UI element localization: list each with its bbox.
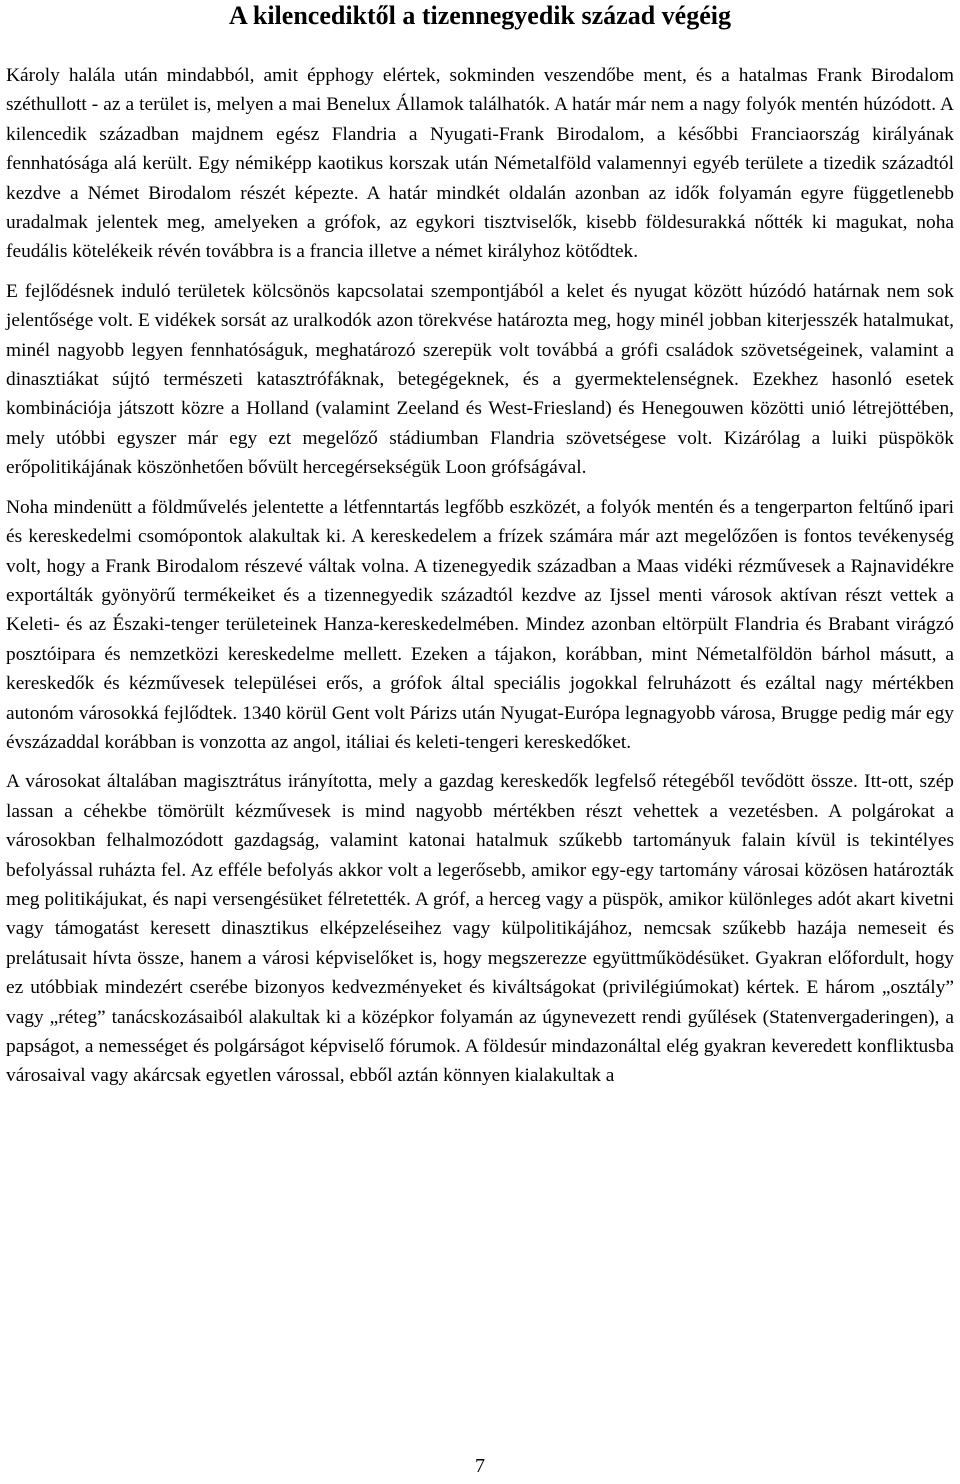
page-number: 7 — [475, 1455, 485, 1477]
paragraph-4: A városokat általában magisztrátus irányította, mely a gazdag kereskedők legfelső rétegéből tevődött össze. Itt-ott, szép lassan a céhekbe tömörült kézművesek is mind nagyobb mértékben részt vehettek a vezetésben. A polgárokat a városokban felhalmozódott gazdagság, valamint katonai hatalmuk szűkebb tartományuk falain kívül is tekintélyes befolyással ruházta fel. Az efféle befolyás akkor volt a legerősebb, amikor egy-egy tartomány városai közösen határozták meg politikájukat, és napi versengésüket félretették. A gróf, a herceg vagy a püspök, amikor különleges adót akart kivetni vagy támogatást keresett dinasztikus elképzeléseihez vagy külpolitikájához, nemcsak szűkebb hazája nemeseit és prelátusait hívta össze, hanem a városi képviselőket is, hogy megszerezze együttműködésüket. Gyakran előfordult, hogy ez utóbbiak mindezért cserébe bizonyos kedvezményeket és kiváltságokat (privilégiúmokat) kértek. E három „osztály” vagy „réteg” tanácskozásaiból alakultak ki a középkor folyamán az úgynevezett rendi gyűlések (Statenvergaderingen), a papságot, a nemességet és polgárságot képviselő fórumok. A földesúr mindazonáltal elég gyakran keveredett konfliktusba városaival vagy akárcsak egyetlen várossal, ebből aztán könnyen kialakultak a — [6, 771, 954, 1087]
paragraph-1: Károly halála után mindabból, amit épphogy elértek, sokminden veszendőbe ment, és a hatalmas Frank Birodalom széthullott - az a terület is, melyen a mai Benelux Államok találhatók. A határ már nem a nagy folyók mentén húzódott. A kilencedik században majdnem egész Flandria a Nyugati-Frank Birodalom, a későbbi Franciaország királyának fennhatósága alá került. Egy némiképp kaotikus korszak után Németalföld valamennyi egyéb területe a tizedik századtól kezdve a Német Birodalom részét képezte. A határ mindkét oldalán azonban az idők folyamán egyre függetlenebb uradalmak jelentek meg, amelyeken a grófok, az egykori tisztviselők, kisebb földesurakká nőtték ki magukat, noha feudális kötelékeik révén továbbra is a francia illetve a német királyhoz kötődtek. — [6, 65, 954, 263]
document-page — [6, 0, 954, 1091]
page-title: A kilencediktől a tizennegyedik század végéig — [229, 1, 731, 30]
paragraph-2: E fejlődésnek induló területek kölcsönös kapcsolatai szempontjából a kelet és nyugat között húzódó határnak nem sok jelentősége volt. E vidékek sorsát az uralkodók azon törekvése határozta meg, hogy minél jobban kiterjesszék hatalmukat, minél nagyobb legyen fennhatóságuk, meghatározó szerepük volt továbbá a grófi családok szövetségeinek, valamint a dinasztiákat sújtó természeti katasztrófáknak, betegégeknek, és a gyermektelenségnek. Ezekhez hasonló esetek kombinációja játszott közre a Holland (valamint Zeeland és West-Friesland) és Henegouwen közötti unió létrejöttében, mely utóbbi egyszer már egy ezt megelőző stádiumban Flandria szövetségese volt. Kizárólag a luiki püspökök erőpolitikájának köszönhetően bővült hercegérsekségük Loon grófságával. — [6, 280, 954, 479]
paragraph-3: Noha mindenütt a földművelés jelentette a létfenntartás legfőbb eszközét, a folyók mentén és a tengerparton feltűnő ipari és kereskedelmi csomópontok alakultak ki. A kereskedelem a frízek számára már azt megelőzően is fontos tevékenység volt, hogy a Frank Birodalom részevé váltak volna. A tizenegyedik században a Maas vidéki rézművesek a Rajnavidékre exportálták gyönyörű termékeiket és a tizennegyedik századtól kezdve az Ijssel menti városok aktívan részt vettek a Keleti- és az Északi-tenger területeinek Hanza-kereskedelmében. Mindez azonban eltörpült Flandria és Brabant virágzó posztóipara és nemzetközi kereskedelme mellett. Ezeken a tájakon, korábban, mint Németalföldön bárhol másutt, a kereskedők és kézművesek települései erős, a grófok által speciális jogokkal felruházott és ezáltal nagy mértékben autonóm városokká fejlődtek. 1340 körül Gent volt Párizs után Nyugat-Európa legnagyobb városa, Brugge pedig már egy évszázaddal korábban is vonzotta az angol, itáliai és keleti-tengeri kereskedőket. — [6, 496, 954, 753]
